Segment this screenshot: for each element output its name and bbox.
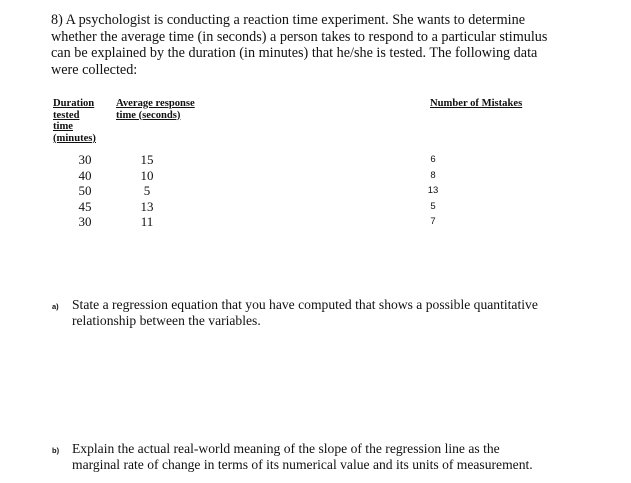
table-cell: 6 xyxy=(430,154,436,165)
response-column xyxy=(135,152,159,230)
duration-header xyxy=(53,98,96,144)
table-cell: 7 xyxy=(430,216,436,228)
intro-line: whether the average time (in seconds) a person takes to respond to a particular stimulus xyxy=(51,28,548,45)
mistakes-column xyxy=(424,152,442,230)
duration-column xyxy=(73,152,97,230)
table-cell: 13 xyxy=(140,198,154,214)
mistakes-header xyxy=(430,98,522,110)
table-cell: 40 xyxy=(78,167,92,183)
table-cell: 8 xyxy=(430,169,436,181)
table-cell: 13 xyxy=(427,185,439,197)
table-cell: 15 xyxy=(140,152,154,167)
table-cell: 10 xyxy=(140,167,154,183)
table-cell: 30 xyxy=(78,214,92,230)
mistakes-header-line: Number of Mistakes xyxy=(430,98,523,109)
table-cell: 30 xyxy=(78,152,92,167)
intro-line: 8) A psychologist is conducting a reaction time experiment. She wants to determine xyxy=(51,12,525,28)
part-b-line: marginal rate of change in terms of its numerical value and its units of measurement. xyxy=(72,457,533,473)
intro-line: can be explained by the duration (in minutes) that he/she is tested. The following data xyxy=(51,45,538,62)
duration-header-line: (minutes) xyxy=(53,132,96,144)
intro-line: were collected: xyxy=(51,61,138,78)
question-intro xyxy=(51,12,611,78)
part-a-line: relationship between the variables. xyxy=(72,313,261,329)
table-cell: 45 xyxy=(78,198,92,214)
part-a-label: a) xyxy=(52,302,59,311)
duration-header-line: Duration xyxy=(53,98,95,109)
part-b-text xyxy=(72,441,592,474)
response-header xyxy=(116,98,195,121)
part-a-text xyxy=(72,297,592,330)
duration-header-line: time xyxy=(53,121,73,133)
table-cell: 5 xyxy=(143,183,151,199)
table-cell: 11 xyxy=(140,214,154,230)
response-header-line: Average response xyxy=(116,98,195,109)
duration-header-line: tested xyxy=(53,109,80,121)
table-cell: 5 xyxy=(430,200,436,212)
part-b-line: Explain the actual real-world meaning of the slope of the regression line as the xyxy=(72,441,500,456)
response-header-line: time (seconds) xyxy=(116,109,181,121)
part-a-line: State a regression equation that you have computed that shows a possible quantitative xyxy=(72,297,538,312)
part-b-label: b) xyxy=(52,446,60,455)
table-cell: 50 xyxy=(78,183,92,199)
